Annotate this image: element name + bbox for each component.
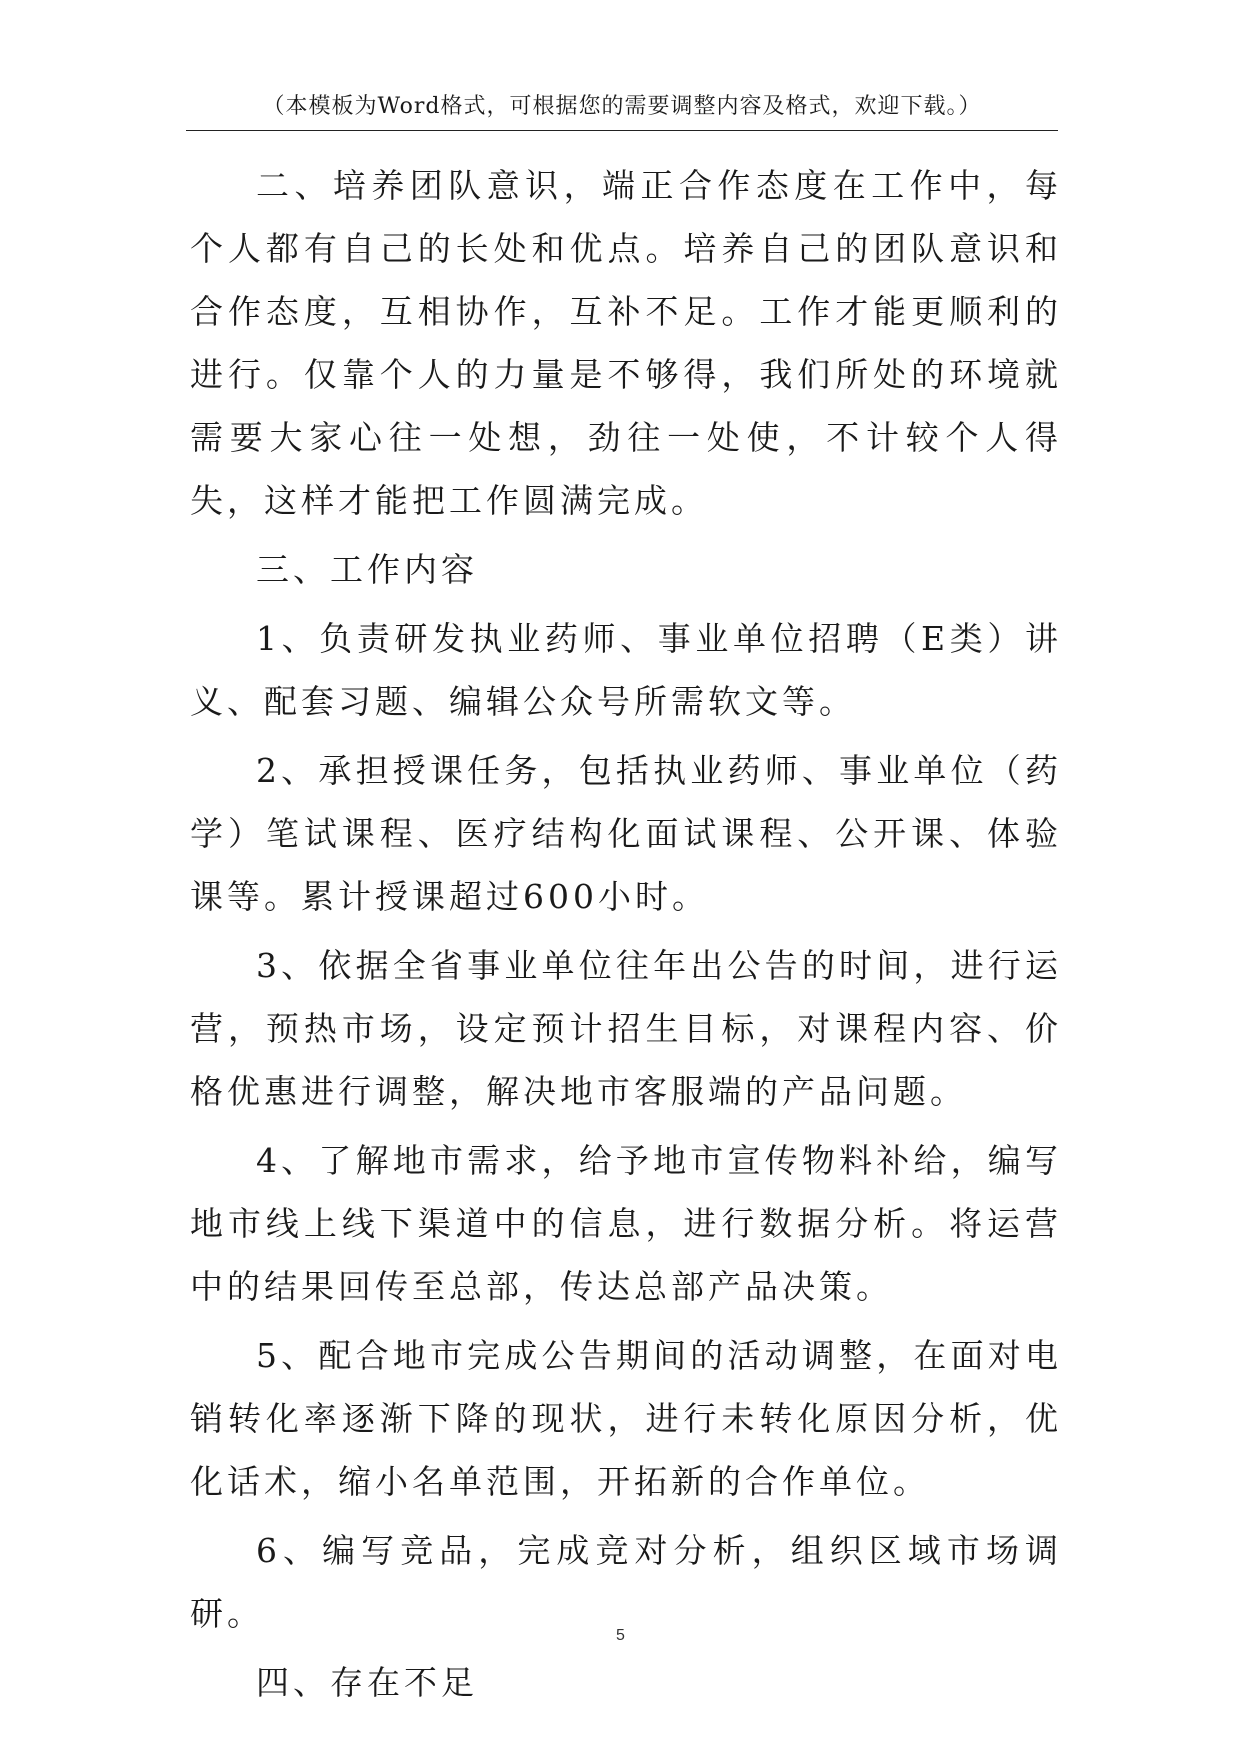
paragraph-item-3: 3、依据全省事业单位往年出公告的时间，进行运营，预热市场，设定预计招生目标，对课程内容、价格优惠进行调整，解决地市客服端的产品问题。 (190, 946, 1062, 1111)
paragraph-item-6: 6、编写竞品，完成竞对分析，组织区域市场调研。 (190, 1531, 1062, 1633)
document-body (190, 154, 1062, 1714)
section-heading-work-content: 三、工作内容 (256, 550, 478, 589)
paragraph-item-4: 4、了解地市需求，给予地市宣传物料补给，编写地市线上线下渠道中的信息，进行数据分析。将运营中的结果回传至总部，传达总部产品决策。 (190, 1141, 1062, 1306)
template-note-header: （本模板为Word格式，可根据您的需要调整内容及格式，欢迎下载。） (262, 94, 982, 119)
header-divider (186, 130, 1058, 131)
section-heading-shortcomings: 四、存在不足 (256, 1663, 478, 1702)
paragraph-item-2: 2、承担授课任务，包括执业药师、事业单位（药学）笔试课程、医疗结构化面试课程、公开课、体验课等。累计授课超过600小时。 (190, 751, 1062, 916)
paragraph-item-5: 5、配合地市完成公告期间的活动调整，在面对电销转化率逐渐下降的现状，进行未转化原因分析，优化话术，缩小名单范围，开拓新的合作单位。 (190, 1336, 1062, 1501)
page-number: 5 (616, 1627, 625, 1644)
paragraph-team-awareness: 二、培养团队意识，端正合作态度在工作中，每个人都有自己的长处和优点。培养自己的团队意识和合作态度，互相协作，互补不足。工作才能更顺利的进行。仅靠个人的力量是不够得，我们所处的环境就需要大家心往一处想，劲往一处使，不计较个人得失，这样才能把工作圆满完成。 (190, 166, 1062, 520)
paragraph-item-1: 1、负责研发执业药师、事业单位招聘（E类）讲义、配套习题、编辑公众号所需软文等。 (190, 619, 1062, 721)
